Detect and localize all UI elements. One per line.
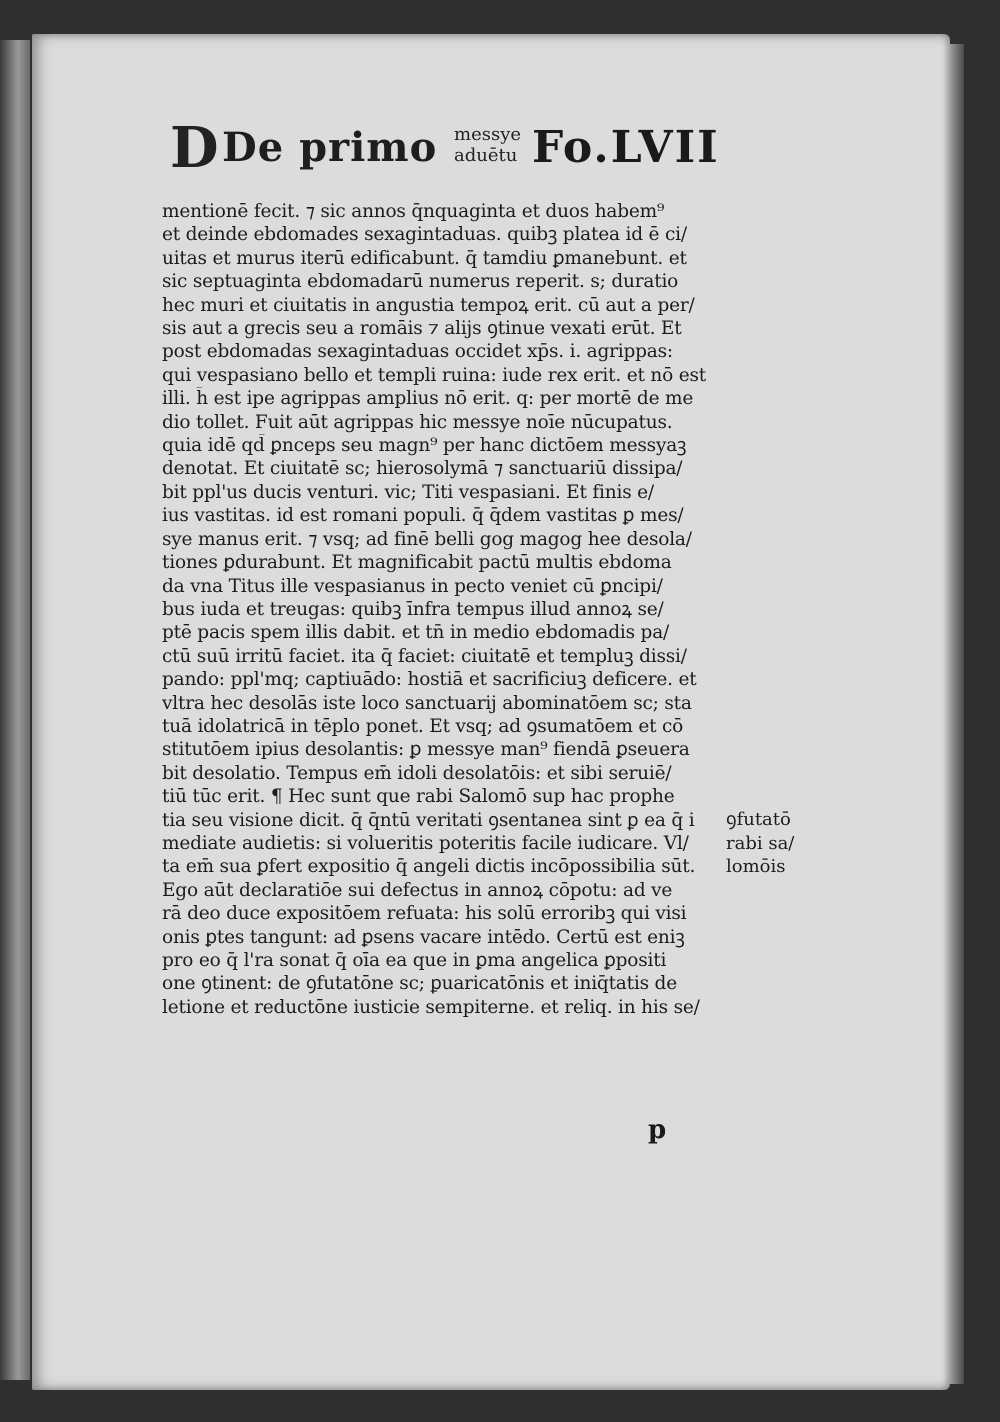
text-line: post ebdomadas sexagintaduas occidet xp̄s. i. agrippas: [162, 341, 673, 363]
text-line: Ego aūt declaratiōe sui defectus in annoꝝ cōpotu: ad ve [162, 879, 673, 901]
text-line: sye manus erit. ⁊ vsq; ad finē belli gog magog hee desola/ [162, 528, 692, 550]
text-line: one ꝯtinent: de ꝯfutatōne sc; ꝑuaricatōnis et iniq̄tatis de [162, 973, 677, 995]
decorated-initial: D [170, 115, 219, 181]
text-line: sic septuaginta ebdomadarū numerus reperit. s; duratio [162, 271, 679, 293]
text-line: pando: ppl'mq; captiuādo: hostiā et sacrificiuꝫ deficere. et [162, 669, 697, 691]
folio-number: Fo.LVII [532, 122, 720, 173]
margin-note [726, 808, 826, 879]
text-line: onis ꝑtes tangunt: ad ꝑsens vacare intēdo. Certū est eniꝫ [162, 926, 685, 948]
text-line: vltra hec desolās iste loco sanctuarij abominatōem sc; sta [162, 692, 692, 714]
running-title: De primo [222, 124, 438, 171]
text-line: mediate audietis: si volueritis poteritis facile iudicare. Vl/ [162, 832, 689, 854]
text-line: uitas et murus iterū edificabunt. q̄ tamdiu ꝑmanebunt. et [162, 247, 687, 269]
text-line: bus iuda et treugas: quibꝫ īnfra tempus illud annoꝝ se/ [162, 598, 664, 620]
text-line: letione et reductōne iusticie sempiterne. et reliq. in his se/ [162, 996, 700, 1018]
text-line: sis aut a grecis seu a romāis ⁊ alijs ꝯtinue vexati erūt. Et [162, 318, 682, 340]
text-line: denotat. Et ciuitatē sc; hierosolymā ⁊ sanctuariū dissipa/ [162, 458, 683, 480]
text-line: tiones ꝑdurabunt. Et magnificabit pactū multis ebdoma [162, 552, 672, 574]
text-line: et deinde ebdomades sexagintaduas. quibꝫ platea id ē ci/ [162, 224, 687, 246]
text-line: stitutōem ipius desolantis: ꝑ messye man⁹ fiendā ꝑseuera [162, 739, 690, 761]
running-subtitle-bottom: aduētu [454, 145, 518, 166]
text-line: quia idē qd̄ ꝑnceps seu magn⁹ per hanc dictōem messyaꝫ [162, 435, 687, 457]
text-line: illi. h̄ est ipe agrippas amplius nō erit. q: per mortē de me [162, 388, 694, 410]
text-line: pro eo q̄ l'ra sonat q̄ oīa ea que in ꝑma angelica ꝑpositi [162, 950, 667, 971]
text-line: tiū tūc erit. ¶ Hec sunt que rabi Salomō sup hac prophe [162, 786, 675, 808]
text-line: ius vastitas. id est romani populi. q̄ q̄dem vastitas ꝑ mes/ [162, 505, 684, 527]
text-line: ctū suū irritū faciet. ita q̄ faciet: ciuitatē et templuꝫ dissi/ [162, 645, 687, 667]
text-line: rā deo duce expositōem refuata: his solū erroribꝫ qui visi [162, 903, 687, 925]
text-block [162, 200, 730, 1019]
text-line: hec muri et ciuitatis in angustia tempoꝝ erit. cū aut a per/ [162, 294, 695, 316]
text-line: dio tollet. Fuit aūt agrippas hic messye noīe nūcupatus. [162, 411, 673, 433]
text-line: ptē pacis spem illis dabit. et tn̄ in medio ebdomadis pa/ [162, 622, 670, 644]
text-line: qui vespasiano bello et templi ruina: iude rex erit. et nō est [162, 364, 707, 386]
catchword: p [648, 1115, 667, 1145]
text-line: bit ppl'us ducis venturi. vic; Titi vespasiani. Et finis e/ [162, 481, 654, 503]
text-line: ta em̄ sua ꝑfert expositio q̄ angeli dictis incōpossibilia sūt. [162, 856, 696, 878]
margin-note-line: lomōis [726, 856, 786, 877]
running-subtitle-top: messye [454, 124, 522, 145]
margin-note-line: rabi sa/ [726, 832, 795, 854]
text-line: bit desolatio. Tempus em̄ idoli desolatōis: et sibi seruiē/ [162, 762, 672, 784]
text-line: tuā idolatricā in tēplo ponet. Et vsq; ad ꝯsumatōem et cō [162, 715, 684, 737]
margin-note-line: ꝯfutatō [726, 809, 791, 830]
text-line: mentionē fecit. ⁊ sic annos q̄nquaginta et duos habem⁹ [162, 201, 665, 222]
book-spine-edge [0, 40, 30, 1380]
page-header [170, 115, 730, 181]
running-subtitle [454, 124, 521, 166]
text-line: da vna Titus ille vespasianus in pecto veniet cū ꝑncipi/ [162, 575, 663, 597]
text-line: tia seu visione dicit. q̄ q̄ntū veritati ꝯsentanea sint ꝑ ea q̄ i [162, 809, 695, 831]
